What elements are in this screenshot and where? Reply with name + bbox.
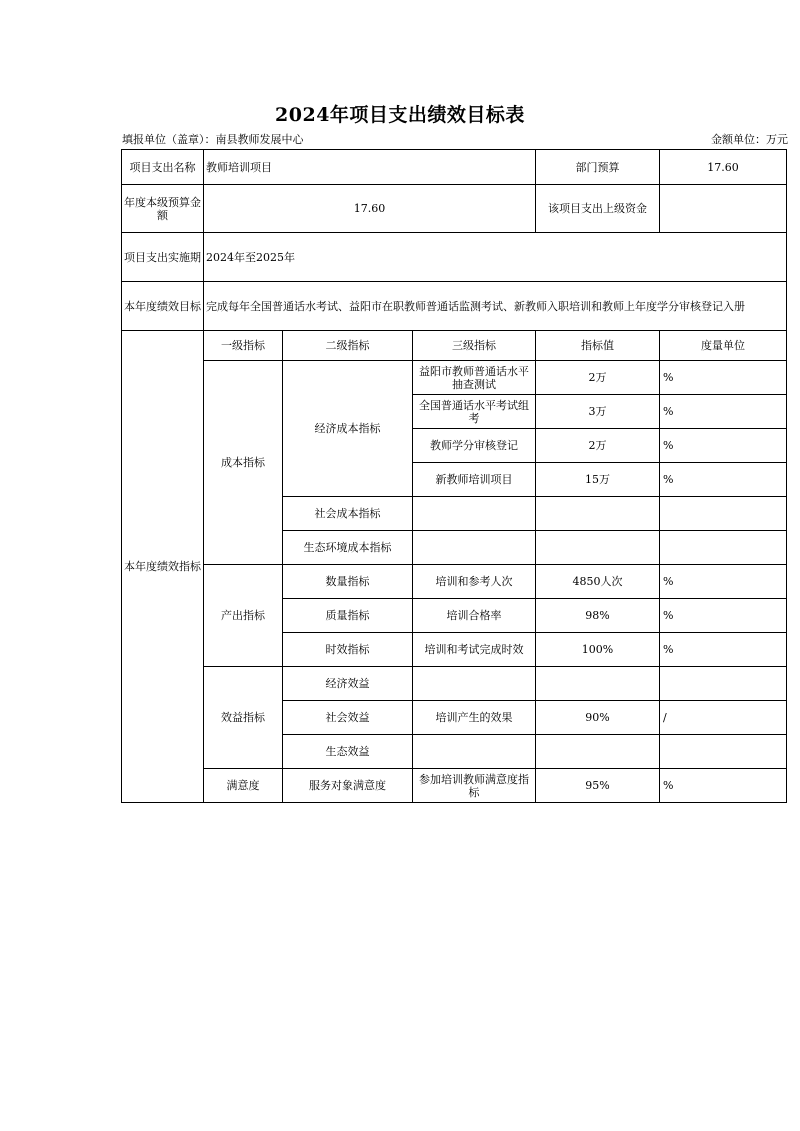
indicator-unit: % — [660, 429, 787, 463]
annual-budget-value: 17.60 — [204, 185, 536, 233]
indicator-name — [413, 735, 536, 769]
indicator-unit: % — [660, 633, 787, 667]
period-label: 项目支出实施期 — [122, 233, 204, 282]
indicator-value: 90% — [536, 701, 660, 735]
indicator-name: 培训和参考人次 — [413, 565, 536, 599]
level2-economic-benefit: 经济效益 — [283, 667, 413, 701]
indicator-value: 3万 — [536, 395, 660, 429]
indicator-name: 教师学分审核登记 — [413, 429, 536, 463]
indicator-value — [536, 667, 660, 701]
indicator-unit: % — [660, 565, 787, 599]
header-value: 指标值 — [536, 331, 660, 361]
header-level2: 二级指标 — [283, 331, 413, 361]
indicator-name: 益阳市教师普通话水平抽查测试 — [413, 361, 536, 395]
indicator-value: 100% — [536, 633, 660, 667]
level2-eco-cost: 生态环境成本指标 — [283, 531, 413, 565]
currency-unit: 金额单位：万元 — [711, 133, 788, 146]
indicator-unit: / — [660, 701, 787, 735]
level1-benefit: 效益指标 — [204, 667, 283, 769]
indicator-name: 培训合格率 — [413, 599, 536, 633]
filling-unit: 填报单位（盖章）：南县教师发展中心 — [122, 133, 304, 146]
indicator-name: 全国普通话水平考试组考 — [413, 395, 536, 429]
project-name-label: 项目支出名称 — [122, 150, 204, 185]
indicator-unit — [660, 531, 787, 565]
indicator-value — [536, 735, 660, 769]
indicator-name — [413, 531, 536, 565]
header-unit: 度量单位 — [660, 331, 787, 361]
dept-budget-label: 部门预算 — [536, 150, 660, 185]
level2-eco-benefit: 生态效益 — [283, 735, 413, 769]
level1-output: 产出指标 — [204, 565, 283, 667]
indicator-value: 95% — [536, 769, 660, 803]
indicator-name — [413, 667, 536, 701]
header-level1: 一级指标 — [204, 331, 283, 361]
level2-timeliness: 时效指标 — [283, 633, 413, 667]
period-value: 2024年至2025年 — [204, 233, 787, 282]
level2-quality: 质量指标 — [283, 599, 413, 633]
level2-economic-cost: 经济成本指标 — [283, 361, 413, 497]
page-title: 2024年项目支出绩效目标表 — [275, 104, 525, 126]
header-level3: 三级指标 — [413, 331, 536, 361]
indicator-value: 98% — [536, 599, 660, 633]
indicator-name: 新教师培训项目 — [413, 463, 536, 497]
indicator-unit — [660, 497, 787, 531]
goal-label: 本年度绩效目标 — [122, 282, 204, 331]
upper-funds-label: 该项目支出上级资金 — [536, 185, 660, 233]
project-name-value: 教师培训项目 — [204, 150, 536, 185]
performance-table — [121, 149, 787, 803]
level2-service-satisfaction: 服务对象满意度 — [283, 769, 413, 803]
indicator-unit: % — [660, 395, 787, 429]
indicator-value — [536, 497, 660, 531]
indicator-value: 2万 — [536, 429, 660, 463]
indicator-unit — [660, 735, 787, 769]
indicator-value — [536, 531, 660, 565]
annual-budget-label: 年度本级预算金额 — [122, 185, 204, 233]
indicators-section-label: 本年度绩效指标 — [122, 331, 204, 803]
indicator-name: 参加培训教师满意度指标 — [413, 769, 536, 803]
indicator-name: 培训和考试完成时效 — [413, 633, 536, 667]
dept-budget-value: 17.60 — [660, 150, 787, 185]
indicator-value: 2万 — [536, 361, 660, 395]
indicator-unit: % — [660, 769, 787, 803]
level1-cost: 成本指标 — [204, 361, 283, 565]
level2-social-cost: 社会成本指标 — [283, 497, 413, 531]
indicator-unit: % — [660, 463, 787, 497]
upper-funds-value — [660, 185, 787, 233]
indicator-unit: % — [660, 361, 787, 395]
indicator-value: 4850人次 — [536, 565, 660, 599]
goal-value: 完成每年全国普通话水考试、益阳市在职教师普通话监测考试、新教师入职培训和教师上年度学分审核登记入册 — [204, 282, 787, 331]
indicator-name: 培训产生的效果 — [413, 701, 536, 735]
indicator-name — [413, 497, 536, 531]
level2-social-benefit: 社会效益 — [283, 701, 413, 735]
level1-satisfaction: 满意度 — [204, 769, 283, 803]
indicator-unit — [660, 667, 787, 701]
indicator-value: 15万 — [536, 463, 660, 497]
indicator-unit: % — [660, 599, 787, 633]
level2-quantity: 数量指标 — [283, 565, 413, 599]
